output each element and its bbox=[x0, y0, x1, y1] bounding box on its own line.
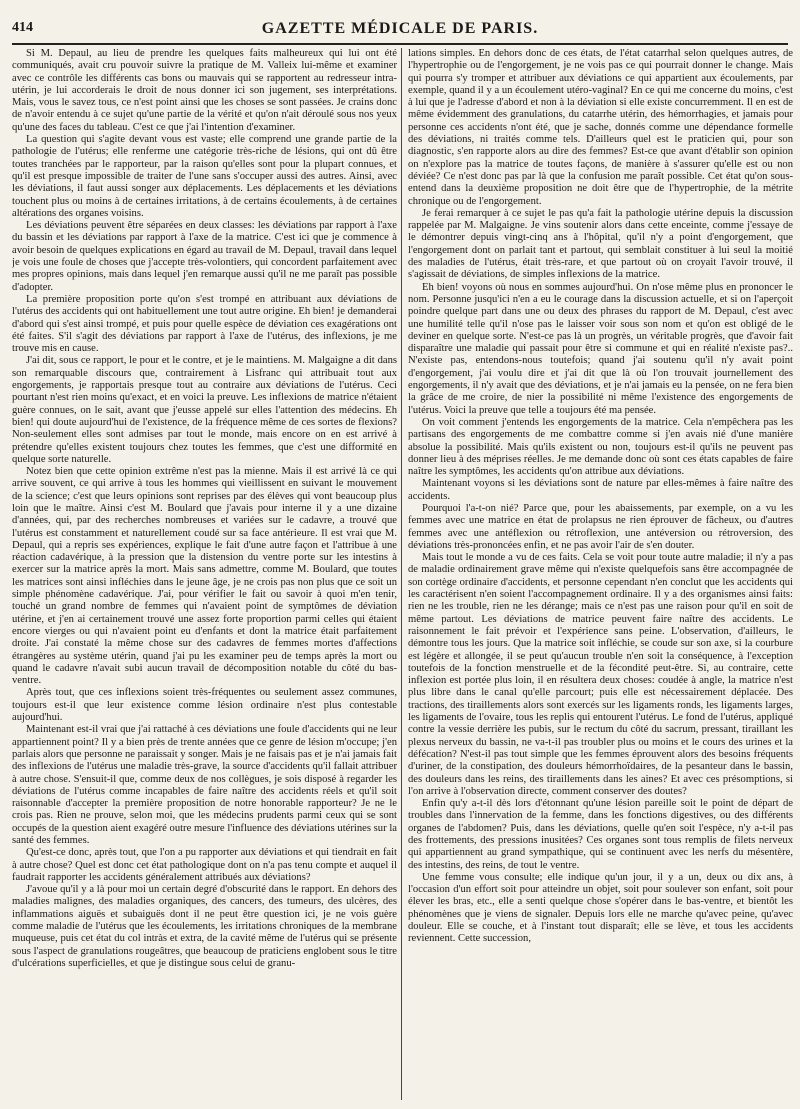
paragraph: Maintenant est-il vrai que j'ai rattaché à ces déviations une foule d'accidents qui ne leur appartiennent point? Il y a bien près de trente années que ce genre de lésion m'occupe; j'en parlais alors que personne ne paraissait y songer. Mais je ne faisais pas et je n'ai jamais fait des inflexions de l'utérus une maladie très-grave, la source d'accidents qu'il fallait attribuer à autre chose. S'ensuit-il que, comme deux de nos collègues, je sois disposé à regarder les déviations de l'utérus comme incapables de faire naître des accidents réels et qu'il soit raisonnable d'accepter la première proposition de notre honorable rapporteur? Je ne le crois pas. Rien ne prouve, selon moi, que les médecins prudents parmi ceux qui se sont occupés de la question aient exagéré outre mesure l'influence des déviations utérines sur la santé des femmes. bbox=[12, 724, 397, 846]
paragraph: La question qui s'agite devant vous est vaste; elle comprend une grande partie de la pathologie de l'utérus; elle renferme une catégorie très-riche de lésions, qui ont dû être toutes tranchées par le rapporteur, par la raison qu'elles sont pour la plupart connues, et qu'il est presque impossible de traiter de l'une sans s'occuper aussi des autres. Ainsi, avec les déviations, il faut aussi songer aux déplacements. Les déplacements et les déviations touchent plus ou moins à de certaines irritations, à de certains écoulements, à de certaines altérations des organes voisins. bbox=[12, 134, 397, 219]
page-number: 414 bbox=[12, 20, 33, 35]
paragraph: lations simples. En dehors donc de ces états, de l'état catarrhal selon quelques autres, de l'hypertrophie ou de l'engorgement, je ne vois pas ce qui pourrait donner le change. Mais qui pourra s'y tromper et attribuer aux déviations ce qui appartient aux écoulements, par exemple, quand il y a un écoulement utéro-vaginal? En ce qui me concerne du moins, c'est à lui que je l'adresse d'abord et non à la déviation si elle existe concurremment. Il en est de même évidemment des granulations, du catarrhe utérin, des hémorrhagies, et jamais pour personne ces accidents n'ont été, que je sache, donnés comme une dépendance formelle des déviations, ni traités comme tels. D'ailleurs quel est le praticien qui, pour son diagnostic, s'en rapporte alors au dire des femmes? Est-ce que avant d'établir son opinion on n'explore pas la matrice de toutes façons, de manière à s'assurer qu'elle est ou non déviée? Ce n'est donc pas par là que la confusion me paraît possible. Cet état qu'on sous-entend dans la deuxième proposition ne doit être que de l'hypertrophie, de la métrite chronique ou de l'engorgement. bbox=[408, 48, 793, 207]
paragraph: Mais tout le monde a vu de ces faits. Cela se voit pour toute autre maladie; il n'y a pas de maladie ordinairement grave même qui n'existe quelquefois sans être accompagnée de son cortège ordinaire d'accidents, et personne cependant n'en conclut que les accidents qui les caractérisent n'en soient l'accompagnement ordinaire. Il y a des organismes ainsi faits: rien ne les trouble, rien ne les dérange; mais ce n'est pas une raison pour qu'il en soit de même partout. Les déviations de matrice peuvent faire naître des accidents. Le raisonnement le fait prévoir et l'expérience sans peine. L'observation, d'ailleurs, le démontre tous les jours. Que la matrice soit infléchie, se coude sur son axe, si la courbure est légère et allongée, il se peut qu'aucun trouble n'en soit la conséquence, à l'exception toutefois de la fonction menstruelle et de la fécondité peut-être. Si, au contraire, cette inflexion est portée plus loin, il en résultera deux choses: coudée à angle, la matrice n'est plus libre dans le canal qu'elle parcourt; puis elle est nécessairement déplacée. Des tractions, des tiraillements alors sont exercés sur les ligaments ronds, les ligaments larges, les ligaments de l'ovaire, tous les replis qui entourent l'utérus. Le fond de l'utérus, appliqué contre la vessie derrière les pubis, sur le rectum du côté du sacrum, pressant, tiraillant les plexus nerveux du bassin, ne va-t-il pas troubler plus ou moins et le cours des urines et la défécation? N'est-il pas tout simple que les femmes éprouvent alors des besoins fréquents d'uriner, de la constipation, des douleurs hémorrhoïdaires, de la pesanteur dans le bassin, des douleurs dans les reins, des tiraillements dans les aines? Et avec ces présomptions, si l'on arrive à l'observation directe, comment conserver des doutes? bbox=[408, 552, 793, 797]
paragraph: Notez bien que cette opinion extrême n'est pas la mienne. Mais il est arrivé là ce qui arrive souvent, ce qui arrive à tous les hommes qui vieillissent en suivant le mouvement de la science; c'est que leurs opinions sont reprises par des élèves qui vont beaucoup plus loin que le maître. Ainsi c'est M. Boulard que j'avais pour interne il y a une dizaine d'années, qui, par des recherches nombreuses et variées sur le cadavre, a trouvé que l'utérus est constamment et naturellement coudé sur sa face antérieure. Il est vrai que M. Depaul, qui a repris ses expériences, explique le fait d'une autre façon et l'attribue à une réaction cadavérique, à la pression que la distension du ventre porte sur les intestins à exercer sur la matrice après la mort. Mais sans admettre, comme M. Boulard, que toutes les matrices sont ainsi infléchies dans le jeune âge, je ne crois pas non plus que ce soit un simple phénomène cadavérique. J'ai, pour vérifier le fait ou savoir à quoi m'en tenir, touché un grand nombre de femmes qui n'avaient point de symptômes de déviation utérine, et j'en ai certainement trouvé une assez forte proportion parmi celles qui étaient encore vierges ou qui n'avaient point eu d'enfants et dont la matrice était parfaitement droite. J'ai constaté la même chose sur des cadavres de femmes mortes d'affections étrangères au système utérin, quand j'ai pu les examiner peu de temps après la mort ou quand le cadavre n'avait subi aucun travail de décomposition notable du côté du bas-ventre. bbox=[12, 466, 397, 687]
right-column bbox=[408, 48, 793, 1100]
paragraph: J'avoue qu'il y a là pour moi un certain degré d'obscurité dans le rapport. En dehors des maladies malignes, des maladies organiques, des cancers, des tumeurs, des ulcères, des inflammations aiguës et subaiguës dont il ne peut être question ici, je ne vois guère comme maladie de l'utérus que les écoulements, les irritations chroniques de la membrane muqueuse, puis cet état du col intràs et extra, de la cavité même de l'utérus qui se présente sous l'aspect de granulations rougeâtres, que beaucoup de praticiens englobent sous le titre d'ulcérations superficielles, et que je distingue sous celui de granu- bbox=[12, 884, 397, 969]
paragraph: Je ferai remarquer à ce sujet le pas qu'a fait la pathologie utérine depuis la discussion rappelée par M. Malgaigne. Je vins soutenir alors dans cette enceinte, comme j'essaye de le démontrer depuis vingt-cinq ans à l'hôpital, qu'il n'y a point d'engorgement, que l'engorgement dont on parlait tant et partout, qui semblait constituer à lui seul la moitié des maladies de l'utérus, était très-rare, et que partout où on croyait l'avoir trouvé, il s'agissait de déviations, de simples inflexions de la matrice. bbox=[408, 207, 793, 281]
running-title: GAZETTE MÉDICALE DE PARIS. bbox=[261, 20, 539, 37]
paragraph: Une femme vous consulte; elle indique qu'un jour, il y a un, deux ou dix ans, à l'occasion d'un effort soit pour atteindre un objet, soit pour soulever son enfant, soit pour élever les bras, etc., elle a senti quelque chose s'opérer dans le bas-ventre, et bientôt les phénomènes que je viens de signaler. Depuis lors elle ne marche qu'avec peine, qu'avec douleur. Elle se couche, et à l'instant tout disparaît; elle se lève, et tous les accidents reviennent. Cette succession, bbox=[408, 871, 793, 945]
paragraph: Si M. Depaul, au lieu de prendre les quelques faits malheureux qui lui ont été communiqués, avait cru pouvoir suivre la pratique de M. Valleix lui-même et examiner avec ce contrôle les différents cas bons ou mauvais qui se rapportent au redresseur intra-utérin, je lui accorderais le droit de nous donner ici son jugement, ses interprétations. Mais, vous le savez tous, ce n'est point ainsi que les choses se sont passées. Je crains donc de n'avoir entendu à ce sujet qu'une partie de la vérité et qu'on n'ait déroulé sous nos yeux qu'une des faces du tableau. C'est ce que j'ai l'intention d'examiner. bbox=[12, 48, 397, 133]
left-column bbox=[12, 48, 397, 1100]
paragraph: Enfin qu'y a-t-il dès lors d'étonnant qu'une lésion pareille soit le point de départ de troubles dans l'innervation de la femme, dans les fonctions digestives, ou des différents organes de l'abdomen? Puis, dans les déviations, quelle qu'en soit l'espèce, n'y a-t-il pas des frottements, des pressions inusitées? Ces organes sont tous remplis de filets nerveux qui appartiennent au grand sympathique, qui se continuent avec les nerfs du mésentère, des intestins, des reins, de tout le ventre. bbox=[408, 798, 793, 871]
paragraph: Les déviations peuvent être séparées en deux classes: les déviations par rapport à l'axe du bassin et les déviations par rapport à l'axe de la matrice. C'est ici que je commence à avoir besoin de quelques explications en égard au travail de M. Depaul, travail dans lequel je vois une foule de choses que j'accepte très-volontiers, qui concordent parfaitement avec mes propres opinions, mais dans lequel j'en remarque aussi qu'il ne me paraît pas possible d'adopter. bbox=[12, 220, 397, 293]
paragraph: Maintenant voyons si les déviations sont de nature par elles-mêmes à faire naître des accidents. bbox=[408, 478, 793, 502]
paragraph: On voit comment j'entends les engorgements de la matrice. Cela n'empêchera pas les partisans des engorgements de me combattre comme si j'en avais nié d'une manière absolue la possibilité. Mais qu'ils existent ou non, toujours est-il qu'ils ne peuvent pas donner lieu à des méprises réelles. Je me demande donc où sont ces états capables de faire naître les symptômes, les accidents qu'on attribue aux déviations. bbox=[408, 416, 793, 478]
column-divider bbox=[401, 48, 402, 1100]
header-rule bbox=[12, 43, 788, 45]
paragraph: Eh bien! voyons où nous en sommes aujourd'hui. On n'ose même plus en prononcer le nom. Personne jusqu'ici n'en a eu le courage dans la discussion actuelle, et si on l'aperçoit poindre quelque part dans une ou deux des phrases du rapport de M. Depaul, c'est avec une humilité telle qu'il n'ose pas le laisser voir sous son nom et qu'on est obligé de le deviner en quelque sorte. N'est-ce pas là un progrès, un véritable progrès, que d'avoir fait disparaître une maladie qui passait pour être si commune et qui en réalité n'existe pas?.. N'existe pas, entendons-nous toutefois; quand j'ai soutenu qu'il n'y avait point d'engorgement, j'ai voulu dire et j'ai dit que là où l'on trouvait journellement des engorgements, il n'y avait que des déviations, et je n'ai jamais eu la pensée, on ne fera bien la grâce de me croire, de nier la possibilité ni même l'existence des engorgements de l'utérus. Voici la preuve que telle a toujours été ma pensée. bbox=[408, 281, 793, 416]
paragraph: Après tout, que ces inflexions soient très-fréquentes ou seulement assez communes, toujours est-il que leur existence comme lésion ordinaire n'est plus contestable aujourd'hui. bbox=[12, 687, 397, 724]
paragraph: Qu'est-ce donc, après tout, que l'on a pu rapporter aux déviations et qui tiendrait en fait à autre chose? Quel est donc cet état pathologique dont on n'a pas tenu compte et auquel il faudrait rapporter les accidents généralement attribués aux déviations? bbox=[12, 847, 397, 883]
paragraph: La première proposition porte qu'on s'est trompé en attribuant aux déviations de l'utérus des accidents qui ont habituellement une tout autre origine. Eh bien! je demanderai d'abord qui s'est ainsi trompé, et puis pour quelle espèce de déviation ces exagérations ont été faites. S'il s'agit des déviations par rapport à l'axe de l'utérus, des inflexions, je me trouve mis en cause. bbox=[12, 293, 397, 355]
page-header bbox=[12, 20, 788, 42]
paragraph: Pourquoi l'a-t-on nié? Parce que, pour les abaissements, par exemple, on a vu les femmes avec une matrice en état de prolapsus ne rien éprouver de fâcheux, ou d'autres femmes avec une antéflexion ou rétroflexion, une antéversion ou rétroversion, des déviations très-prononcées enfin, et ne pas avoir l'air de s'en douter. bbox=[408, 502, 793, 551]
paragraph: J'ai dit, sous ce rapport, le pour et le contre, et je le maintiens. M. Malgaigne a dit dans son remarquable discours que, contrairement à Lisfranc qui attribuait tout aux engorgements, je rapportais presque tout au contraire aux déviations de l'utérus. Ceci pourtant n'est rien moins qu'exact, et en voici la preuve. Les inflexions de matrice n'étaient guère connues, on le sait, avant que j'eusse appelé sur elles l'attention des médecins. Eh bien! qui doute aujourd'hui de l'existence, de la fréquence même de ces sortes de flexions? Non-seulement elles sont admises par tout le monde, mais encore on en est arrivé à prétendre qu'elles existent toujours chez toutes les femmes, que c'est une difformité en quelque sorte naturelle. bbox=[12, 355, 397, 465]
